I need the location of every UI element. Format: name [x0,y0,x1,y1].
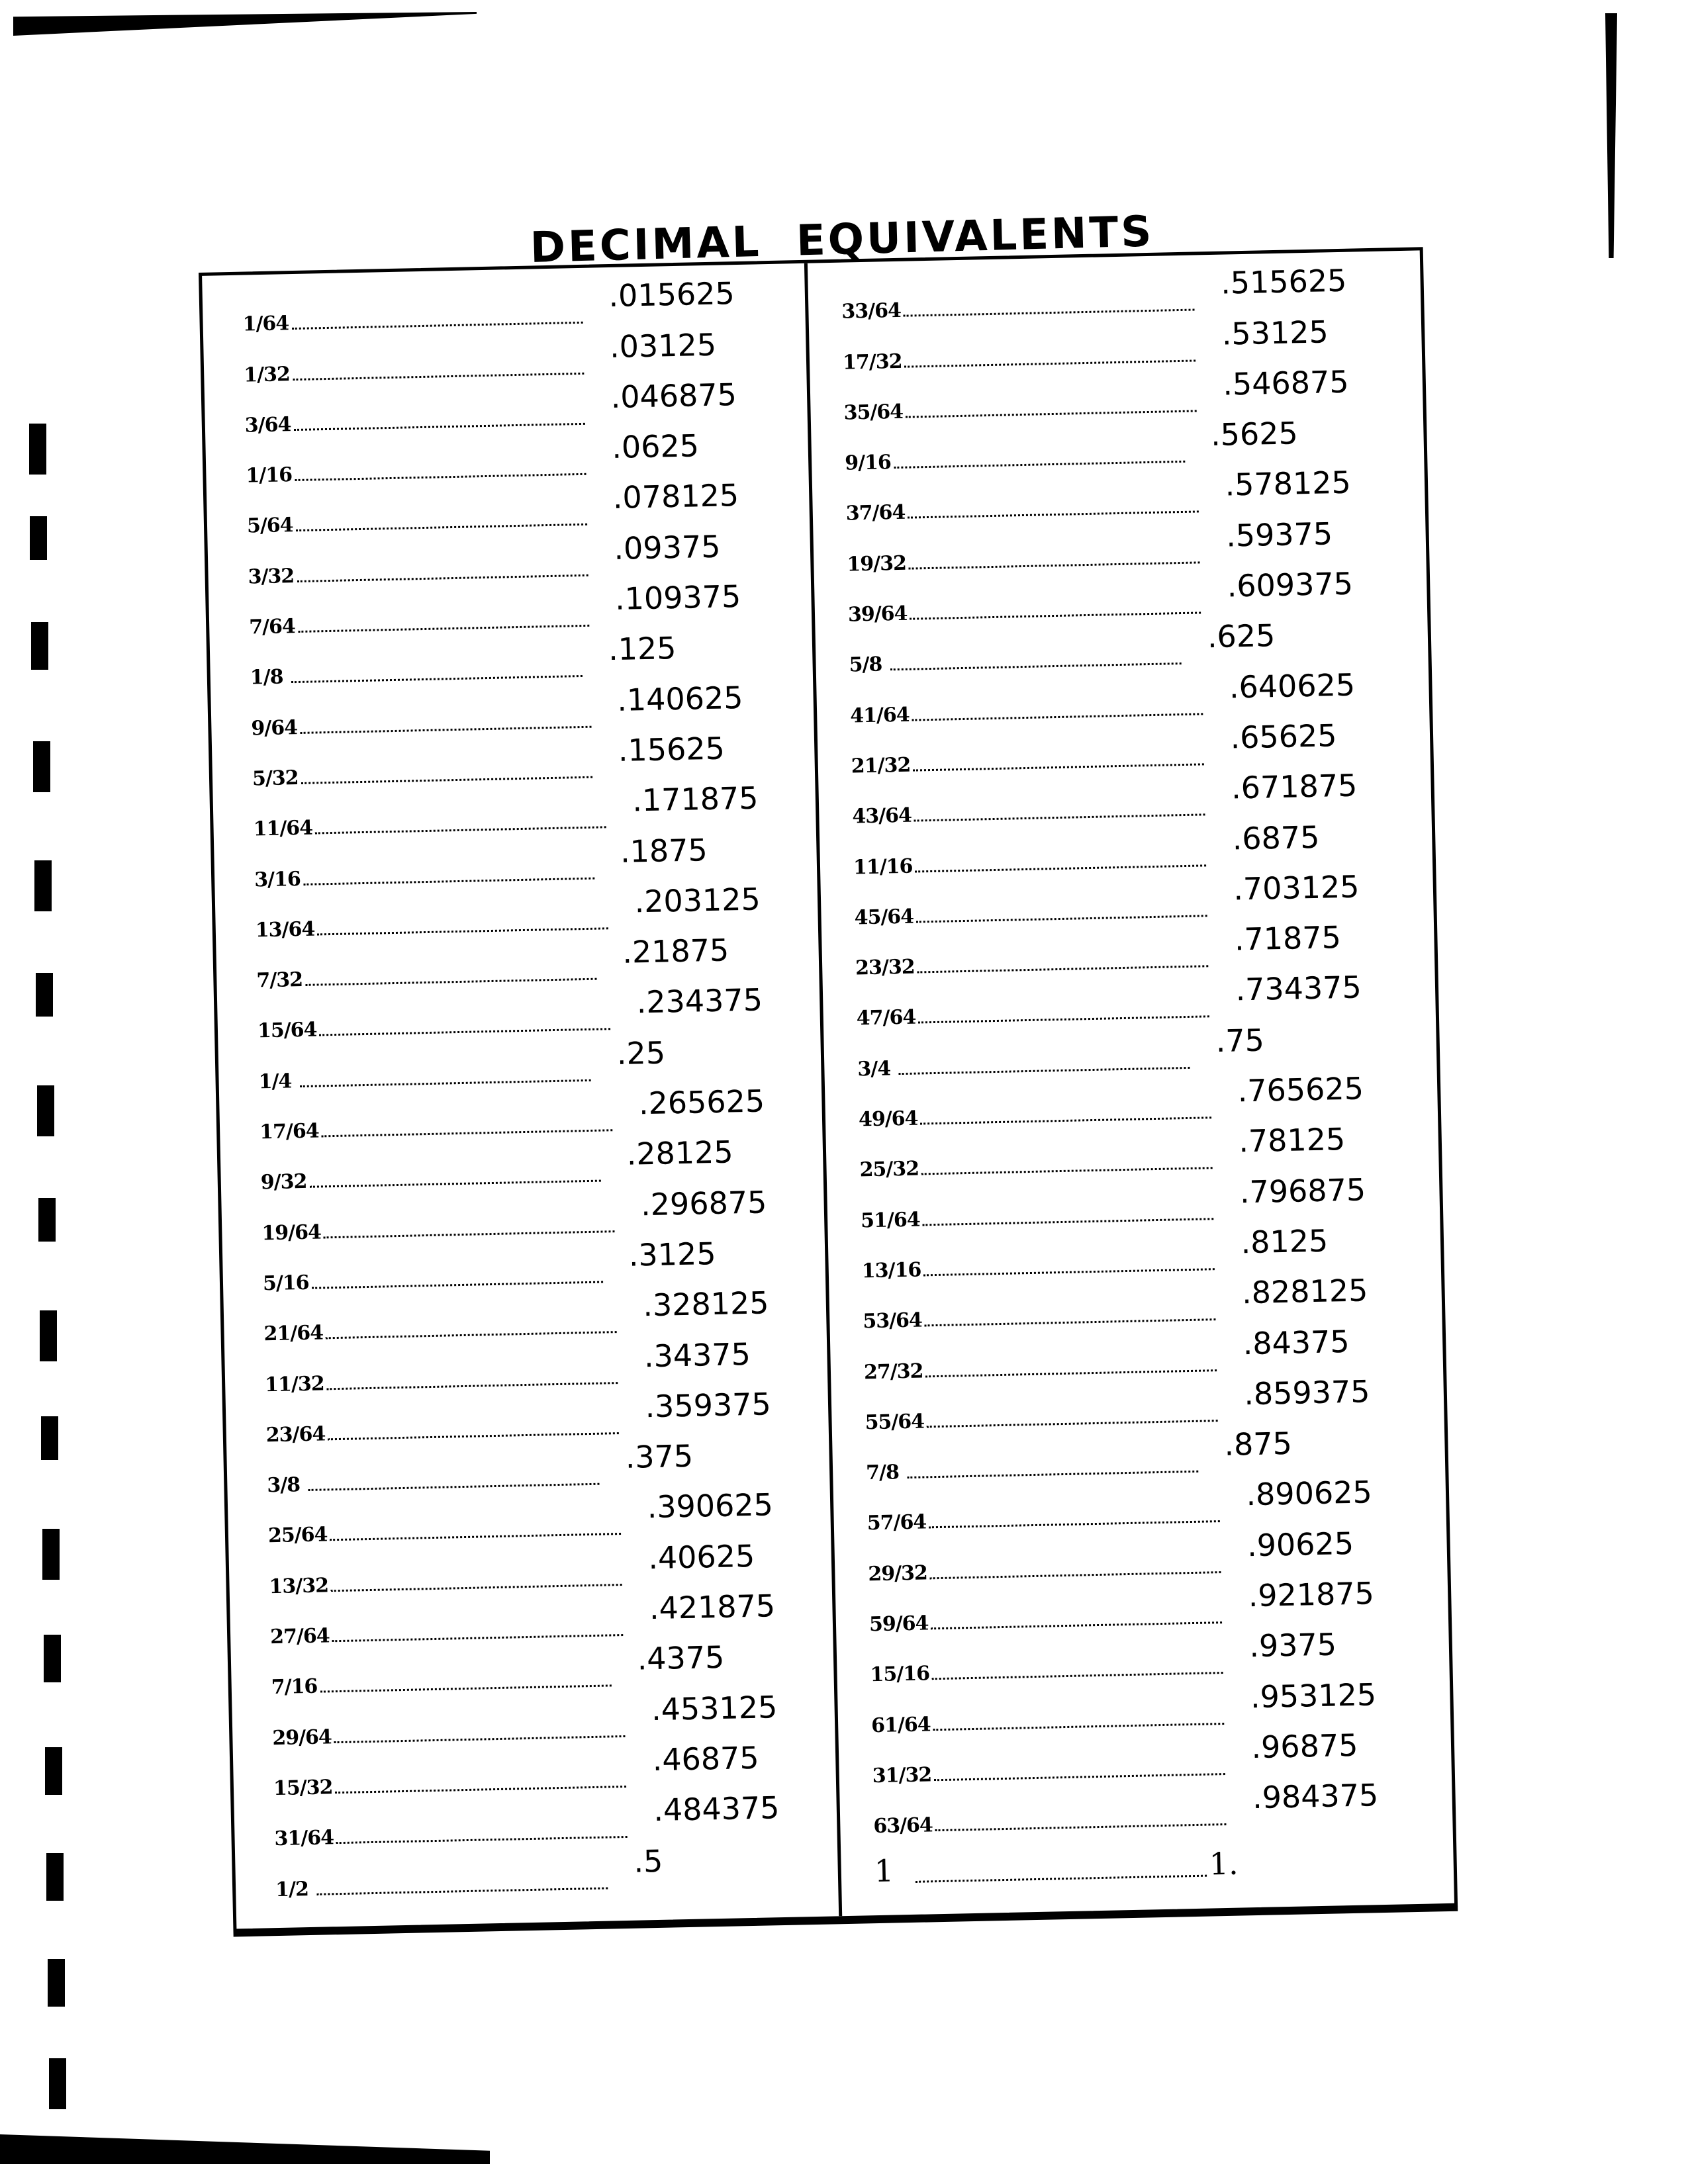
fraction-label: 47/64 [856,1006,916,1030]
decimal-value: .03125 [609,326,717,365]
fraction-label: 1/2 [275,1877,309,1901]
decimal-value: .640625 [1229,666,1356,705]
fraction-label: 9/64 [251,715,298,741]
fraction-label: 37/64 [845,501,906,526]
decimal-value: .390625 [647,1486,774,1525]
dot-leader [934,1773,1225,1781]
fraction-label: 3/16 [254,867,301,891]
dot-leader [334,1735,626,1743]
binding-hole [45,1747,62,1795]
binding-hole [29,424,46,475]
decimal-value: .078125 [612,477,739,516]
left-column [242,277,859,1905]
dot-leader [917,965,1209,973]
decimal-value: .328125 [642,1285,770,1324]
decimal-value: .125 [608,630,677,668]
dot-leader [909,561,1200,569]
dot-leader [915,864,1207,872]
fraction-label: 1 [874,1852,894,1889]
page-title: DECIMAL EQUIVALENTS [530,207,1155,273]
dot-leader [291,675,583,683]
dot-leader [324,1230,615,1238]
decimal-table [199,247,1458,1932]
decimal-value: .546875 [1222,363,1350,402]
dot-leader [929,1521,1220,1529]
decimal-value: .9375 [1248,1626,1337,1664]
fraction-label: 1/64 [242,312,289,336]
dot-leader [297,574,588,582]
dot-leader [327,1382,618,1390]
fraction-label: 15/16 [870,1662,930,1687]
fraction-label: 57/64 [867,1510,927,1535]
dot-leader [331,1584,622,1592]
dot-leader [931,1621,1223,1629]
dot-leader [904,309,1195,317]
fraction-label: 43/64 [852,803,912,829]
decimal-value: .453125 [651,1688,778,1727]
decimal-value: .84375 [1243,1323,1350,1361]
dot-leader [915,1874,1207,1882]
fraction-label: 61/64 [870,1712,931,1737]
fraction-label: 21/64 [263,1321,324,1346]
dot-leader [907,1471,1198,1479]
dot-leader [310,1180,601,1188]
decimal-value: .5 [633,1843,663,1880]
decimal-value: .75 [1215,1022,1265,1059]
binding-hole [49,2058,66,2109]
dot-leader [932,1672,1223,1680]
dot-leader [923,1268,1215,1276]
dot-leader [320,1685,612,1693]
binding-hole [46,1853,64,1901]
fraction-label: 15/64 [257,1018,317,1043]
fraction-label: 13/64 [255,917,315,942]
fraction-label: 3/64 [244,413,291,437]
decimal-value: .828125 [1241,1272,1368,1311]
fraction-label: 13/32 [269,1574,329,1598]
dot-leader [336,1836,628,1844]
fraction-label: 15/32 [273,1776,333,1801]
fraction-label: 51/64 [860,1208,921,1233]
fraction-label: 31/64 [274,1826,334,1851]
dot-leader [305,978,596,986]
dot-leader [298,625,589,633]
decimal-value: .234375 [636,981,763,1021]
fraction-label: 3/8 [267,1473,301,1498]
fraction-label: 3/32 [248,564,295,589]
decimal-value: .53125 [1221,313,1329,352]
dot-leader [294,423,585,431]
fraction-label: 19/32 [847,551,907,576]
decimal-value: .96875 [1250,1727,1358,1766]
fraction-label: 9/16 [844,451,892,475]
decimal-value: .59375 [1225,515,1333,554]
decimal-value: .421875 [649,1588,776,1627]
decimal-value: .046875 [610,376,737,415]
dot-leader [322,1129,613,1137]
binding-hole [48,1959,65,2007]
dot-leader [935,1823,1227,1831]
dot-leader [927,1420,1218,1428]
fraction-label: 7/64 [248,615,296,639]
binding-hole [40,1310,57,1361]
decimal-value: .859375 [1243,1373,1371,1412]
dot-leader [296,523,587,531]
fraction-label: 49/64 [858,1107,918,1132]
decimal-value: .140625 [616,679,744,718]
fraction-label: 25/32 [859,1157,919,1182]
fraction-label: 11/32 [264,1371,325,1396]
dot-leader [912,713,1203,721]
decimal-value: .375 [625,1437,694,1476]
dot-leader [914,814,1205,822]
dot-leader [336,1786,627,1794]
decimal-value: .359375 [644,1386,772,1425]
fraction-label: 55/64 [865,1410,925,1435]
dot-leader [301,776,592,784]
decimal-value: .78125 [1238,1121,1346,1160]
fraction-label: 1/4 [258,1069,292,1094]
decimal-value: .765625 [1237,1070,1364,1109]
dot-leader [908,511,1199,519]
fraction-label: 7/16 [271,1675,318,1700]
decimal-value: .5625 [1210,415,1299,453]
fraction-label: 27/32 [863,1359,923,1384]
decimal-value: .8125 [1240,1222,1329,1261]
binding-hole [30,516,47,560]
decimal-value: .578125 [1224,465,1352,504]
binding-hole [36,973,53,1017]
dot-leader [890,662,1182,670]
fraction-label: 3/4 [857,1057,891,1081]
decimal-value: .890625 [1245,1474,1373,1513]
fraction-label: 1/32 [243,362,291,387]
fraction-label: 1/16 [246,463,293,488]
scan-edge-top [13,12,477,36]
dot-leader [295,473,586,481]
dot-leader [328,1432,619,1440]
dot-leader [320,1028,611,1036]
binding-hole [37,1085,54,1136]
dot-leader [300,1079,591,1087]
decimal-value: .984375 [1252,1777,1379,1816]
decimal-value: .609375 [1227,565,1354,604]
binding-hole [34,860,52,911]
decimal-value: .625 [1207,617,1276,655]
dot-leader [916,915,1207,923]
decimal-value: .65625 [1229,717,1338,756]
dot-leader [899,1067,1190,1075]
dot-leader [308,1483,600,1491]
dot-leader [315,827,606,835]
decimal-value: .4375 [637,1639,725,1677]
decimal-value: .296875 [640,1183,767,1222]
dot-leader [918,1016,1209,1024]
dot-leader [905,359,1196,367]
decimal-value: .1875 [620,831,708,870]
decimal-value: .3125 [628,1235,717,1273]
decimal-value: .28125 [626,1134,734,1173]
fraction-label: 23/64 [265,1422,326,1447]
fraction-label: 9/32 [260,1170,307,1195]
dot-leader [926,1369,1217,1377]
fraction-label: 25/64 [267,1523,328,1548]
dot-leader [303,877,594,885]
fraction-label: 63/64 [873,1813,933,1839]
binding-hole [44,1635,61,1682]
decimal-value: .203125 [633,881,761,920]
dot-leader [312,1281,603,1289]
fraction-label: 27/64 [269,1624,330,1649]
fraction-label: 29/64 [272,1725,332,1750]
fraction-label: 5/32 [252,766,299,791]
fraction-label: 45/64 [854,905,914,930]
decimal-value: .6875 [1232,819,1320,857]
fraction-label: 5/64 [246,514,293,539]
fraction-label: 39/64 [847,602,908,627]
fraction-label: 1/8 [250,665,283,690]
decimal-value: .921875 [1248,1575,1375,1614]
decimal-value: .25 [616,1034,666,1071]
dot-leader [326,1331,617,1339]
binding-hole [38,1198,56,1242]
dot-leader [330,1533,622,1541]
decimal-value: .90625 [1246,1525,1354,1563]
decimal-value: .671875 [1231,767,1358,806]
scan-edge-right [1605,13,1617,258]
decimal-value: .953125 [1250,1676,1377,1715]
fraction-label: 33/64 [841,299,902,324]
dot-leader [293,372,584,380]
dot-leader [894,461,1185,469]
fraction-label: 41/64 [849,703,910,728]
decimal-value: .265625 [638,1083,765,1122]
dot-leader [933,1723,1225,1731]
dot-leader [316,1887,608,1895]
decimal-value: .0625 [611,428,700,466]
fraction-label: 21/32 [851,753,911,778]
dot-leader [921,1167,1213,1175]
dot-leader [332,1634,624,1642]
dot-leader [913,763,1204,771]
dot-leader [923,1218,1214,1226]
fraction-label: 11/16 [853,854,913,880]
decimal-value: .796875 [1239,1171,1366,1210]
dot-leader [910,612,1201,619]
decimal-value: .40625 [647,1537,755,1576]
dot-leader [930,1571,1221,1579]
fraction-label: 29/32 [868,1561,928,1586]
right-column [841,262,1457,1892]
decimal-value: .515625 [1220,262,1347,301]
dot-leader [921,1116,1212,1124]
fraction-label: 13/16 [861,1258,921,1283]
scan-edge-bottom [0,2134,490,2164]
fraction-label: 23/32 [855,955,915,980]
decimal-value: .09375 [613,528,721,567]
binding-hole [42,1529,60,1580]
decimal-value: .703125 [1233,868,1360,907]
decimal-value: 1. [1209,1845,1239,1882]
decimal-value: .734375 [1235,969,1362,1008]
decimal-value: .71875 [1234,919,1342,958]
dot-leader [925,1318,1216,1326]
fraction-label: 11/64 [253,816,313,841]
fraction-label: 59/64 [868,1612,929,1637]
decimal-value: .15625 [618,730,726,768]
decimal-value: .34375 [643,1336,751,1374]
binding-hole [33,741,50,792]
decimal-value: .46875 [652,1739,760,1778]
decimal-value: .484375 [653,1790,780,1829]
binding-hole [31,622,48,670]
fraction-label: 5/8 [849,653,882,677]
decimal-value: .171875 [632,780,759,819]
dot-leader [906,410,1197,418]
dot-leader [291,322,583,330]
binding-hole [41,1416,58,1460]
fraction-label: 35/64 [843,400,904,425]
fraction-label: 17/32 [842,349,902,375]
decimal-value: .875 [1223,1425,1293,1463]
dot-leader [300,725,591,733]
fraction-label: 31/32 [872,1763,932,1788]
decimal-value: .109375 [614,578,741,617]
fraction-label: 19/64 [261,1220,322,1245]
fraction-label: 7/32 [256,968,303,993]
dot-leader [317,927,608,935]
fraction-label: 17/64 [259,1119,320,1144]
decimal-value: .21875 [622,932,729,970]
fraction-label: 5/16 [262,1271,309,1296]
fraction-label: 7/8 [865,1461,900,1485]
decimal-value: .015625 [608,275,735,314]
fraction-label: 53/64 [863,1308,923,1334]
